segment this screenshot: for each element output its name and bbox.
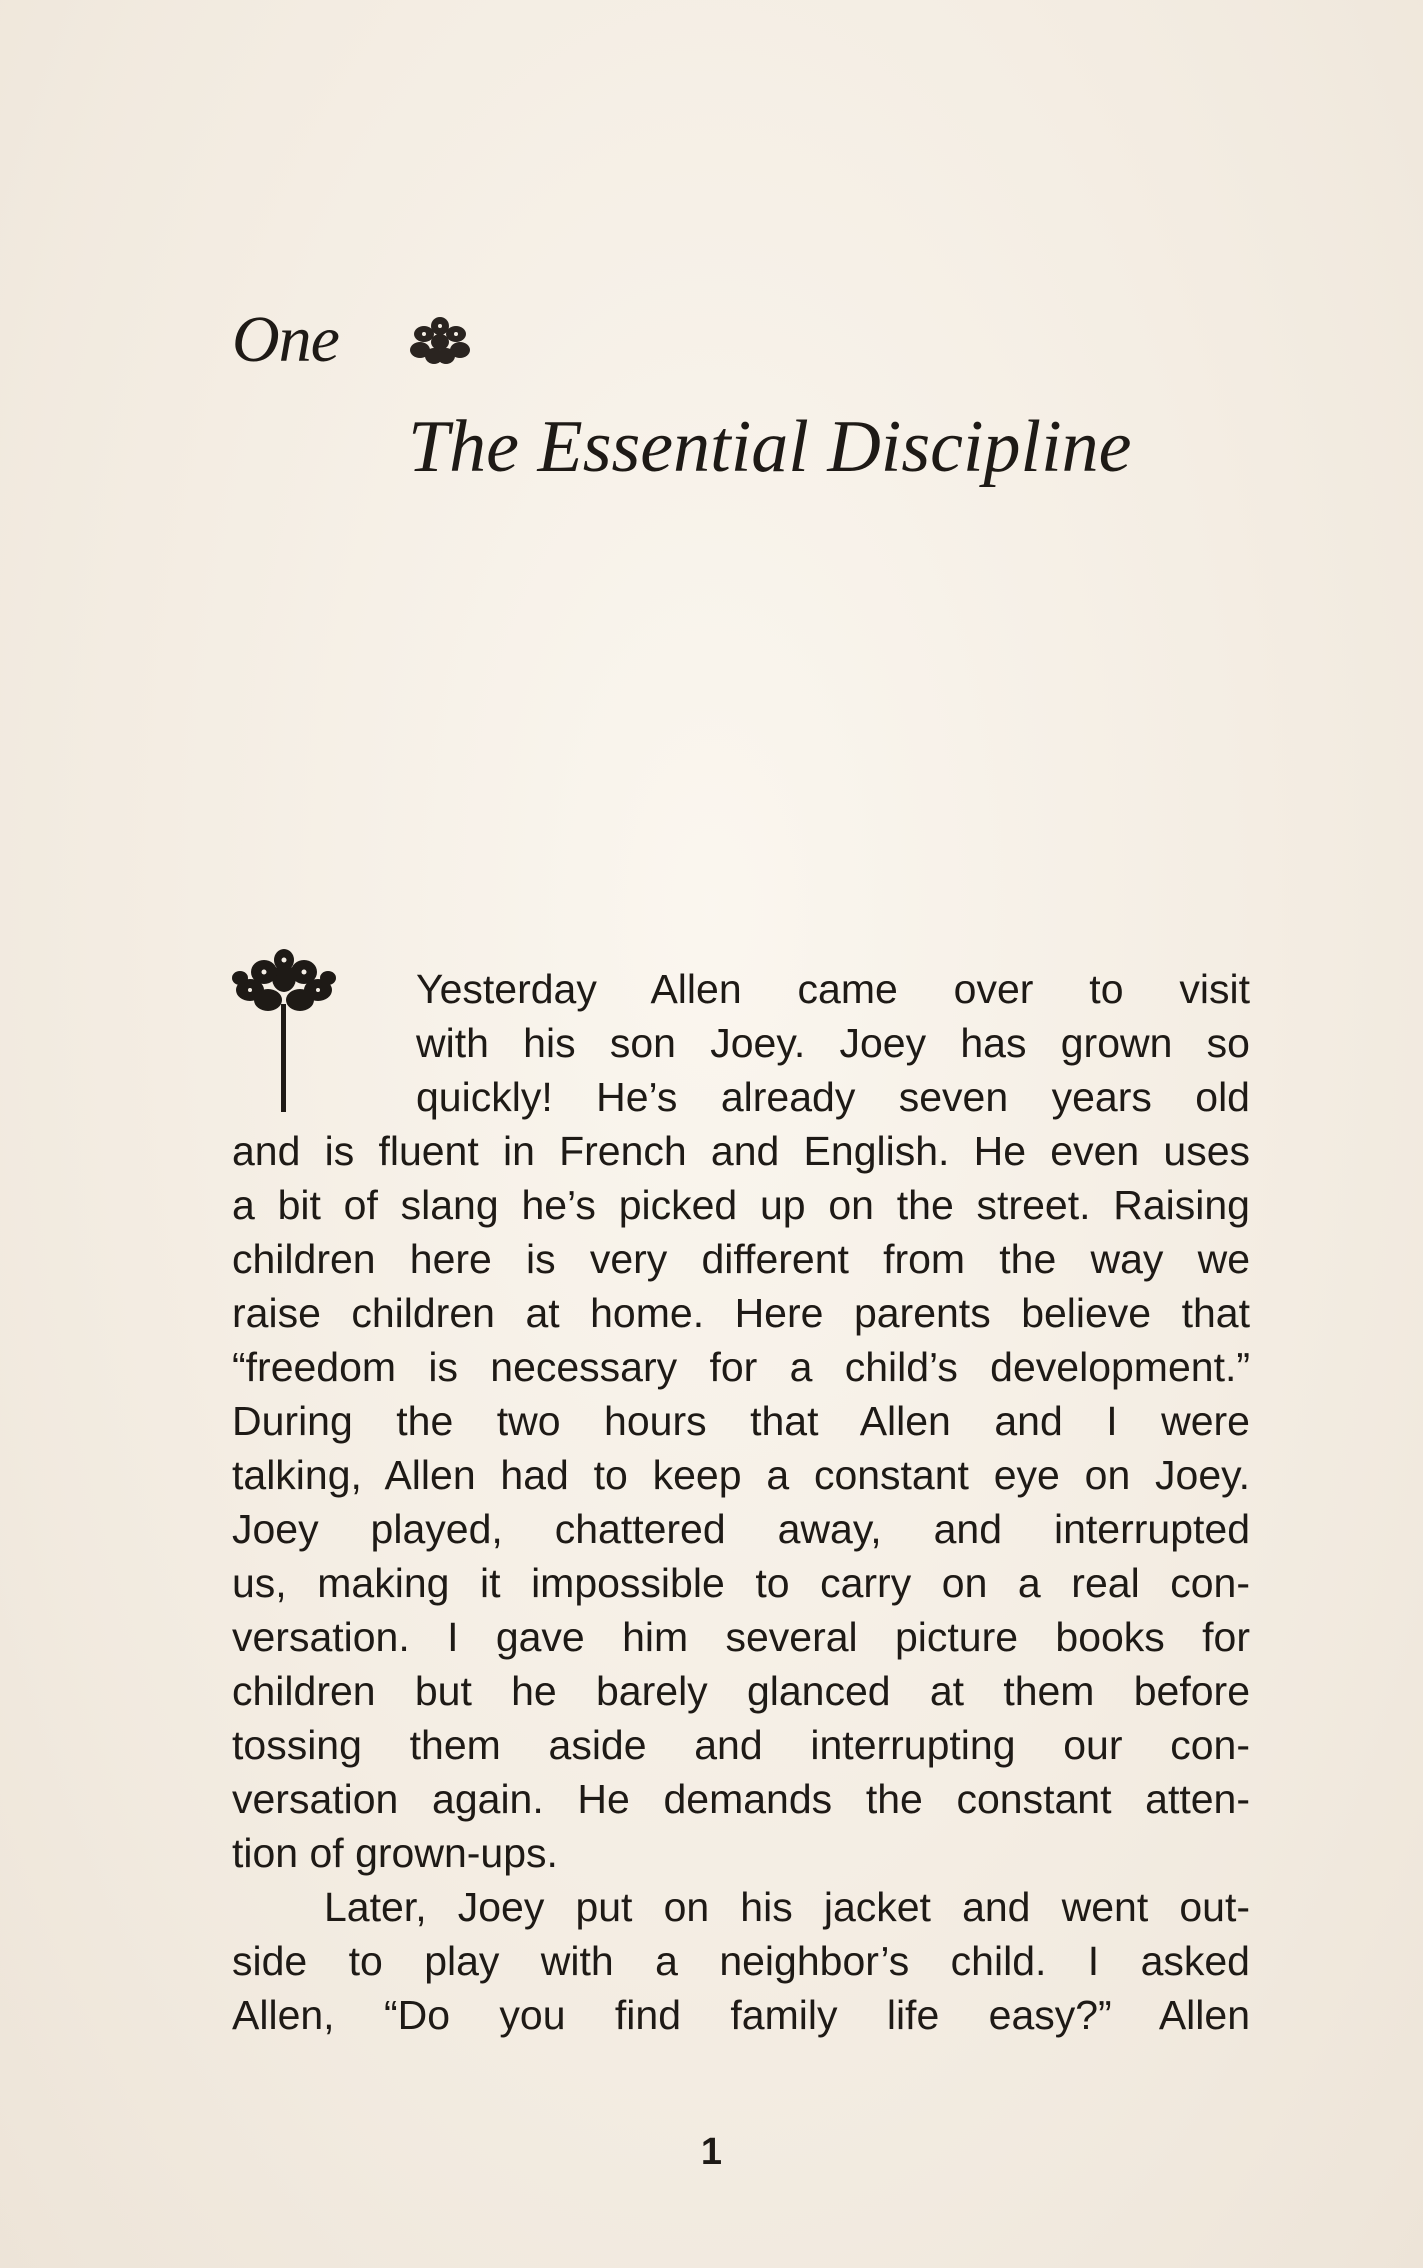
text-line: talking, Allen had to keep a constant eye on Joey. <box>232 1452 1250 1498</box>
body-text <box>232 962 1250 2042</box>
text-line: raise children at home. Here parents believe that <box>232 1290 1250 1336</box>
text-line: Yesterday Allen came over to visit <box>416 966 1250 1012</box>
text-line: During the two hours that Allen and I were <box>232 1398 1250 1444</box>
text-line: Joey played, chattered away, and interrupted <box>232 1506 1250 1552</box>
text-line: “freedom is necessary for a child’s development.” <box>232 1344 1250 1390</box>
text-line: with his son Joey. Joey has grown so <box>416 1020 1250 1066</box>
chapter-number: One <box>232 303 339 376</box>
text-line: tion of grown-ups. <box>232 1830 558 1876</box>
text-line: tossing them aside and interrupting our con- <box>232 1722 1250 1768</box>
chapter-title: The Essential Discipline <box>408 406 1132 488</box>
text-line: versation again. He demands the constant atten- <box>232 1776 1250 1822</box>
text-line: Allen, “Do you find family life easy?” Allen <box>232 1992 1250 2038</box>
text-line: children here is very different from the way we <box>232 1236 1250 1282</box>
text-line: versation. I gave him several picture books for <box>232 1614 1250 1660</box>
page-number: 1 <box>700 2131 723 2173</box>
text-line: and is fluent in French and English. He even uses <box>232 1128 1250 1174</box>
text-line: Later, Joey put on his jacket and went out- <box>324 1884 1250 1930</box>
text-line: side to play with a neighbor’s child. I asked <box>232 1938 1250 1984</box>
flower-ornament-icon <box>404 312 476 372</box>
text-line: children but he barely glanced at them before <box>232 1668 1250 1714</box>
text-line: a bit of slang he’s picked up on the street. Raising <box>232 1182 1250 1228</box>
text-line: us, making it impossible to carry on a real con- <box>232 1560 1250 1606</box>
text-line: quickly! He’s already seven years old <box>416 1074 1250 1120</box>
